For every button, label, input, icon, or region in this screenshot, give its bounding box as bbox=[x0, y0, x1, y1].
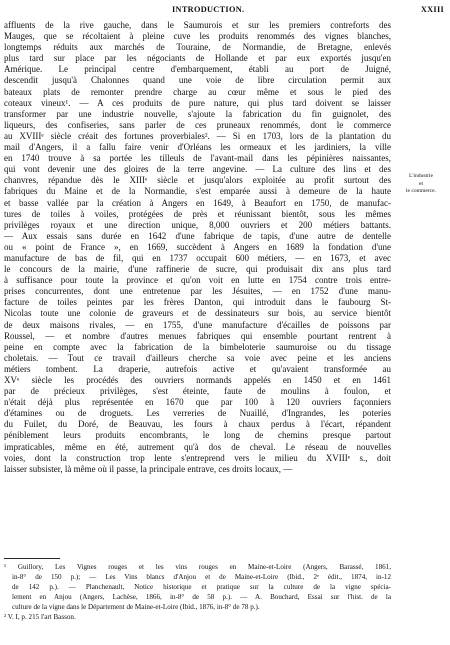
text-line: laisser subsister, là même où il passe, la principale entrave, ces droits locaux, — bbox=[4, 463, 293, 474]
page-number: XXIII bbox=[420, 5, 444, 14]
text-line: et basse vallée par la création à Angers en 1649, à Beaufort en 1750, de manufac- bbox=[4, 197, 391, 208]
text-line: du Fuilet, du Doré, de Beauvau, les fours à chaux perdus à l'écart, répandent bbox=[4, 419, 391, 430]
text-line: plus tard sur place par les négociants de Hollande et par eux exportés jusqu'en bbox=[4, 53, 391, 64]
running-title: INTRODUCTION. bbox=[172, 5, 245, 14]
running-header bbox=[4, 5, 444, 17]
text-line: de deux maisons rivales, — en 1755, d'une manufacture d'écailles de poissons par bbox=[4, 319, 391, 330]
text-line: longtemps réduits aux marchés de Touraine, de Normandie, de Bretagne, enlevés bbox=[4, 42, 391, 53]
text-line: peine en compte avec la fabrication de la bimbeloterie saumuroise ou du tissage bbox=[4, 341, 391, 352]
footnote-line: lement en Anjou (Angers, Lachèse, 1866, in-8° de 58 p.). — A. Bouchard, Essai sur l'hist. de la bbox=[12, 593, 391, 602]
text-line: affluents de la rive gauche, dans le Saumurois et sur les premiers contreforts des bbox=[4, 20, 391, 30]
text-line: par de précieux privilèges, s'est éteinte, faute de moulins à foulon, et bbox=[4, 386, 391, 397]
text-line: Roussel, — et nombre d'autres menues fabriques qui ensemble pourtant rentrent à bbox=[4, 330, 391, 341]
text-line: Mauges, que se récoltaient à pleine cuve les produits renommés des vignes blanches, bbox=[4, 31, 391, 42]
text-line: fabriques du Maine et de la Normandie, s'est emparée aussi à demeure de la haute bbox=[4, 186, 391, 197]
text-line: au XVIIIᵉ siècle créait des fortunes proverbiales². — Si en 1703, lors de la plantation du bbox=[4, 130, 391, 141]
footnote-line: in-8° de 150 p.); — Les Vins blancs d'Anjou et de Maine-et-Loire (Ibid., 2ᵉ édit., 1874, in-12 bbox=[12, 573, 391, 582]
text-line: facture de toiles peintes par les frères Danton, qui introduit dans le faubourg St- bbox=[4, 297, 391, 308]
text-line: chanvres, répandue dès le XIIIᵉ siècle et jusqu'alors exploitée au profit surtout des bbox=[4, 175, 391, 186]
text-line: Nicolas toute une colonie de graveurs et de dessinateurs sur bois, au service bientôt bbox=[4, 308, 391, 319]
text-line: bateaux plats de remonter prendre charge au cœur même et sous le pied des bbox=[4, 86, 391, 97]
footnote-line: culture de la vigne dans le Département de Maine-et-Loire (Ibid., 1876, in-8° de 78 p.). bbox=[12, 603, 260, 612]
margin-note-line: L'industrie bbox=[408, 173, 433, 179]
margin-note-line: le commerce. bbox=[405, 188, 437, 194]
margin-note bbox=[395, 173, 447, 196]
text-line: à suffisance pour toute la province et qu'on voit en lutte en 1754 contre trois entre- bbox=[4, 275, 391, 286]
text-line: tures de toiles à voiles, protégées de près et réunissant bientôt, sous les mêmes bbox=[4, 208, 391, 219]
body-text bbox=[4, 20, 391, 475]
text-line: choletais. — Tout ce travail d'ailleurs cherche sa voie avec peine et les anciens bbox=[4, 352, 391, 363]
text-line: ou « point de France », en 1669, succèdent à Angers en 1689 la fondation d'une bbox=[4, 241, 391, 252]
text-line: péniblement leurs produits encombrants, le long de chemins presque partout bbox=[4, 430, 391, 441]
margin-note-line: et bbox=[418, 180, 424, 187]
text-line: XVᵉ siècle les procédés des ouvriers normands appelés en 1450 et en 1461 bbox=[4, 375, 391, 385]
text-line: Amérique. Le principal centre d'embarquement, établi au port de Juigné, bbox=[4, 64, 391, 75]
footnote-rule bbox=[4, 558, 60, 559]
text-line: privilèges royaux et une direction unique, 8,000 ouvriers et 200 métiers battants. bbox=[4, 219, 391, 230]
text-line: liqueurs, des confiseries, sans parler de ces pruneaux renommés, dont le commerce bbox=[4, 119, 391, 130]
footnote-line: de 142 p.). — Planchenault, Notice historique et pratique sur la culture de la vigne spécia- bbox=[12, 583, 391, 592]
text-line: prises concurrentes, dont une entretenue par les Jésuites, — en 1752 d'une manu- bbox=[4, 286, 391, 297]
text-line: métiers tombent. La draperie, autrefois active et qu'avaient transformée au bbox=[4, 363, 391, 374]
text-line: descendit jusqu'à Chalonnes quand une voie de libre circulation permit aux bbox=[4, 75, 391, 86]
text-line: transformer par une industrie nouvelle, s'ajoute la fabrication du fin guignolet, des bbox=[4, 108, 391, 119]
text-line: voies, dont la construction trop lente s'entreprend vers le milieu du XVIIIᵉ s., doit bbox=[4, 452, 391, 463]
footnotes bbox=[4, 562, 391, 623]
text-line: n'était déjà plus représentée en 1670 que par 100 à 120 ouvriers façonniers bbox=[4, 397, 391, 408]
text-line: en 1740 trouve à sa portée les tilleuls de l'avant-mail dans les pépinières naissantes, bbox=[4, 153, 391, 164]
text-line: manufacture de bas de fil, qui en 1737 occupait 600 métiers, — en 1673, et avec bbox=[4, 252, 391, 263]
text-line: impraticables, même en été, autrement qu'à dos de cheval. Le réseau de nouvelles bbox=[4, 441, 391, 452]
footnote-line: ² V. I, p. 215 l'art Basson. bbox=[4, 613, 76, 622]
text-line: d'étamines ou de droguets. Les verreries de Nuaillé, d'Ingrandes, les poteries bbox=[4, 408, 391, 419]
text-line: mail d'Angers, il a fallu faire venir d'Orléans les ormeaux et les jardiniers, la ville bbox=[4, 142, 391, 153]
text-line: qui vont devenir une des gloires de la terre angevine. — La culture des lins et des bbox=[4, 164, 391, 175]
footnote-line: ¹ Guillory, Les Vignes rouges et les vins rouges en Maine-et-Loire (Angers, Barassé, 1861, bbox=[4, 563, 391, 571]
text-line: — Aux essais sans durée en 1642 d'une fabrique de tapis, d'une autre de dentelle bbox=[4, 230, 391, 241]
text-line: le concours de la mairie, d'une raffinerie de sucre, qui produisait dix ans plus tard bbox=[4, 264, 391, 275]
text-line: coteaux vineux¹. — A ces produits de pure nature, qui plus tard doivent se laisser bbox=[4, 97, 391, 108]
